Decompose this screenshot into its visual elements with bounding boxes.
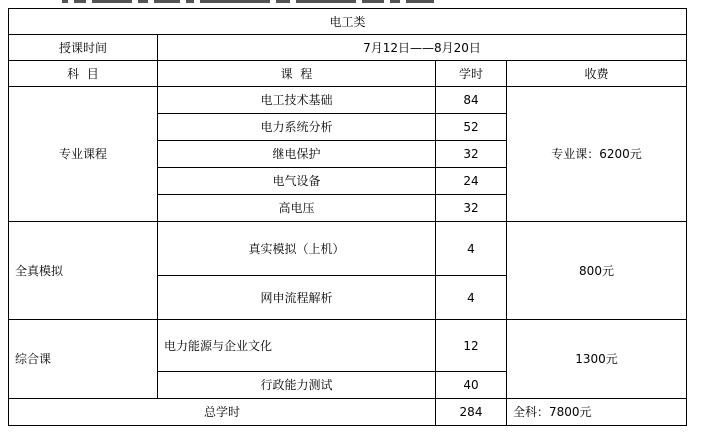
header-hours: 学时 bbox=[436, 61, 507, 87]
course-hours: 84 bbox=[436, 87, 507, 114]
course-hours: 52 bbox=[436, 114, 507, 141]
header-fee: 收费 bbox=[507, 61, 687, 87]
header-course: 课 程 bbox=[158, 61, 436, 87]
group-fee-general: 1300元 bbox=[507, 320, 687, 399]
course-name: 高电压 bbox=[158, 195, 436, 222]
course-name: 电气设备 bbox=[158, 168, 436, 195]
total-hours: 284 bbox=[436, 399, 507, 426]
course-hours: 24 bbox=[436, 168, 507, 195]
schedule-value: 7月12日——8月20日 bbox=[158, 35, 687, 61]
schedule-label: 授课时间 bbox=[9, 35, 158, 61]
course-hours: 4 bbox=[436, 222, 507, 276]
course-name: 真实模拟（上机） bbox=[158, 222, 436, 276]
course-name: 网申流程解析 bbox=[158, 276, 436, 320]
group-fee-professional: 专业课：6200元 bbox=[507, 87, 687, 222]
total-label: 总学时 bbox=[9, 399, 436, 426]
course-name: 继电保护 bbox=[158, 141, 436, 168]
course-name: 电力能源与企业文化 bbox=[158, 320, 436, 372]
cropped-header-line bbox=[62, 0, 452, 4]
course-hours: 4 bbox=[436, 276, 507, 320]
course-name: 电工技术基础 bbox=[158, 87, 436, 114]
group-fee-simulation: 800元 bbox=[507, 222, 687, 320]
course-hours: 32 bbox=[436, 141, 507, 168]
course-name: 电力系统分析 bbox=[158, 114, 436, 141]
group-name-general: 综合课 bbox=[9, 320, 158, 399]
course-name: 行政能力测试 bbox=[158, 372, 436, 399]
course-hours: 12 bbox=[436, 320, 507, 372]
group-name-professional: 专业课程 bbox=[9, 87, 158, 222]
total-fee: 全科：7800元 bbox=[507, 399, 687, 426]
table-title: 电工类 bbox=[9, 9, 687, 35]
header-subject: 科 目 bbox=[9, 61, 158, 87]
group-name-simulation: 全真模拟 bbox=[9, 222, 158, 320]
course-table bbox=[8, 8, 687, 426]
course-hours: 40 bbox=[436, 372, 507, 399]
course-hours: 32 bbox=[436, 195, 507, 222]
